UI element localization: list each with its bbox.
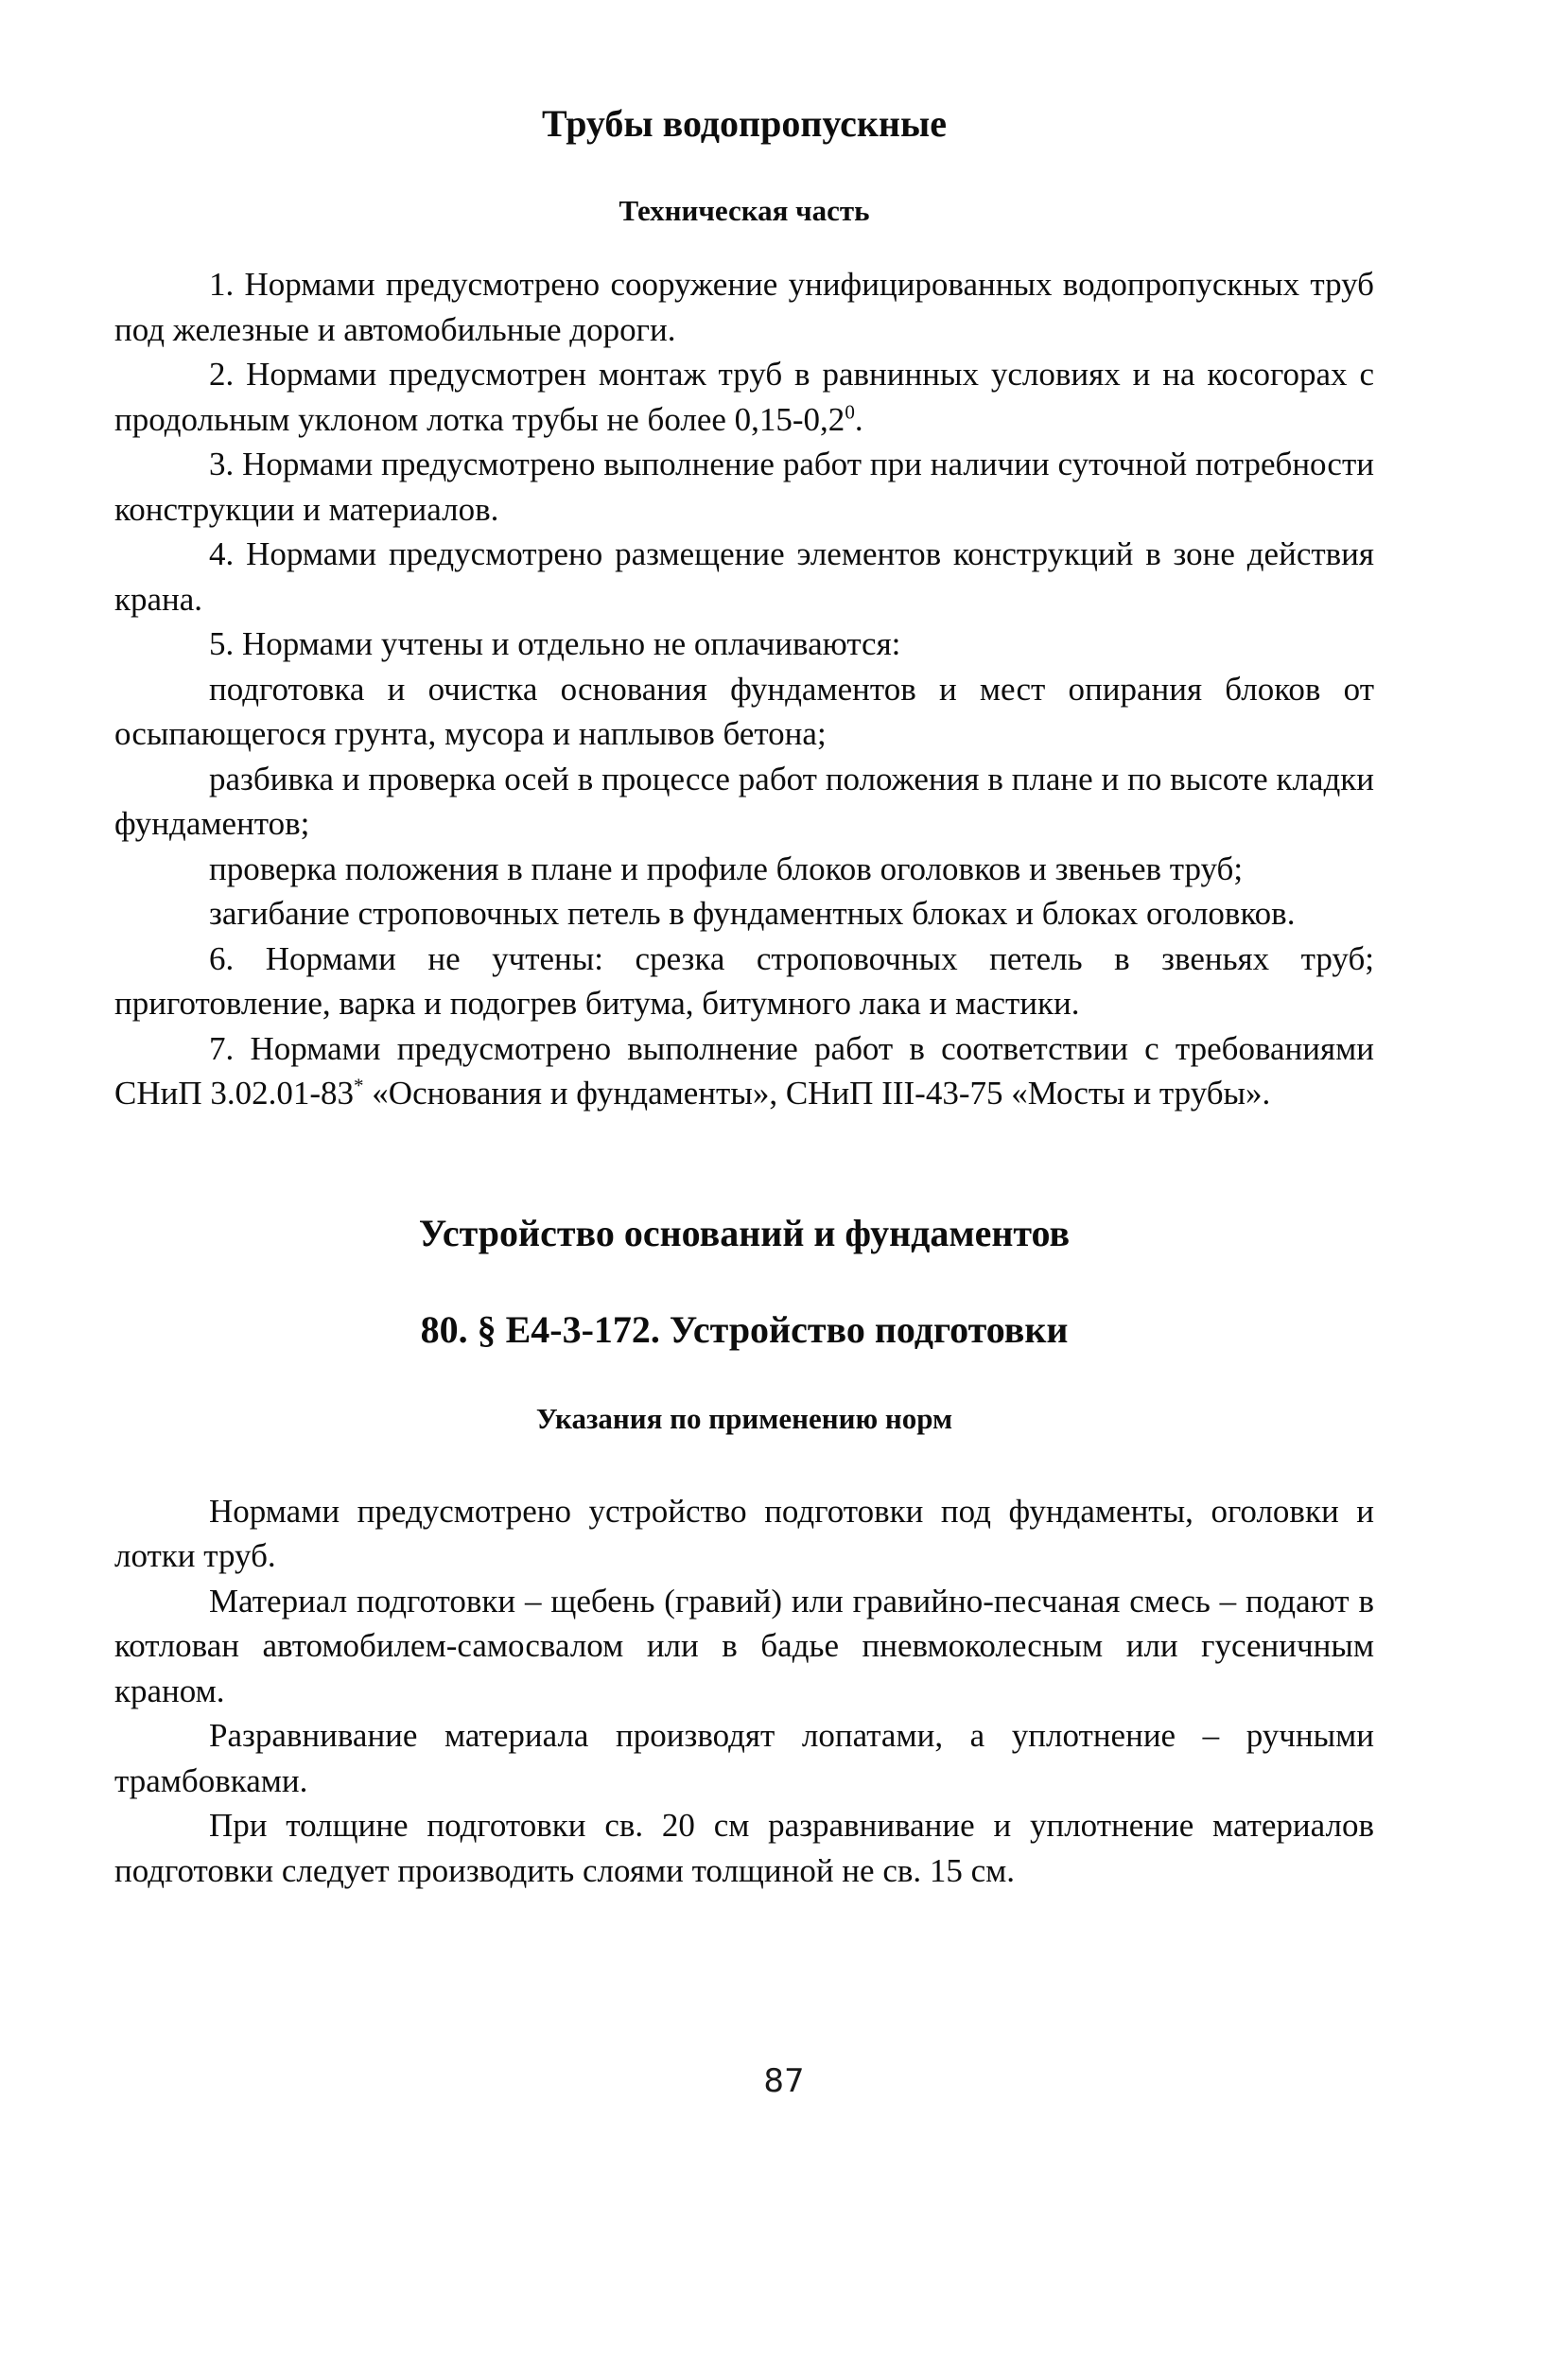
note-paragraph-1: Нормами предусмотрено устройство подготовки под фундаменты, оголовки и лотки труб. [114, 1492, 1374, 1574]
section-title: Устройство оснований и фундаментов [418, 1211, 1071, 1254]
paragraph-item-2-text: 2. Нормами предусмотрен монтаж труб в равнинных условиях и на косогорах с продольным уклоном лотка трубы не более 0,15-0,2 [114, 356, 1374, 438]
section-heading: 80. § Е4-3-172. Устройство подготовки [420, 1307, 1069, 1351]
note-paragraph-4: При толщине подготовки св. 20 см разравнивание и уплотнение материалов подготовки следует производить слоями толщиной не св. 15 см. [114, 1807, 1374, 1889]
paragraph-item-4: 4. Нормами предусмотрено размещение элементов конструкций в зоне действия крана. [114, 535, 1374, 618]
paragraph-item-7-text: 7. Нормами предусмотрено выполнение работ в соответствии с требованиями СНиП 3.02.01-83 [114, 1029, 1374, 1112]
paragraph-item-7 [114, 1026, 1374, 1116]
asterisk-superscript: * [354, 1074, 364, 1097]
paragraph-item-1: 1. Нормами предусмотрено сооружение унифицированных водопропускных труб под железные и автомобильные дороги. [114, 266, 1374, 348]
note-paragraph-2: Материал подготовки – щебень (гравий) или гравийно-песчаная смесь – подают в котлован автомобилем-самосвалом или в бадье пневмоколесным или гусеничным краном. [114, 1582, 1374, 1709]
note-paragraph-3: Разравнивание материала производят лопатами, а уплотнение – ручными трамбовками. [114, 1717, 1374, 1799]
paragraph-item-5-b: разбивка и проверка осей в процессе работ положения в плане и по высоте кладки фундаментов; [114, 760, 1374, 842]
paragraph-item-5: 5. Нормами учтены и отдельно не оплачиваются: [209, 625, 901, 662]
paragraph-item-5-c: проверка положения в плане и профиле блоков оголовков и звеньев труб; [209, 849, 1244, 887]
document-page [114, 90, 1374, 1893]
document-title: Трубы водопропускные [542, 102, 947, 145]
paragraph-item-2-end: . [854, 400, 863, 438]
degree-superscript: 0 [845, 399, 855, 423]
paragraph-item-2 [114, 352, 1374, 442]
section-subtitle: Указания по применению норм [535, 1401, 953, 1435]
paragraph-item-5-a: подготовка и очистка основания фундаментов и мест опирания блоков от осыпающегося грунта, мусора и наплывов бетона; [114, 670, 1374, 752]
paragraph-item-5-d: загибание строповочных петель в фундаментных блоках и блоках оголовков. [209, 895, 1296, 932]
technical-items [114, 262, 1374, 1116]
paragraph-item-3: 3. Нормами предусмотрено выполнение работ при наличии суточной потребности конструкции и материалов. [114, 446, 1374, 528]
paragraph-item-6: 6. Нормами не учтены: срезка строповочных петель в звеньях труб; приготовление, варка и подогрев битума, битумного лака и мастики. [114, 939, 1374, 1022]
usage-notes [114, 1489, 1374, 1894]
page-number: 87 [763, 2062, 805, 2100]
document-subtitle: Техническая часть [618, 194, 870, 227]
paragraph-item-7-rest: «Основания и фундаменты», СНиП III-43-75 «Мосты и трубы». [372, 1075, 1271, 1112]
